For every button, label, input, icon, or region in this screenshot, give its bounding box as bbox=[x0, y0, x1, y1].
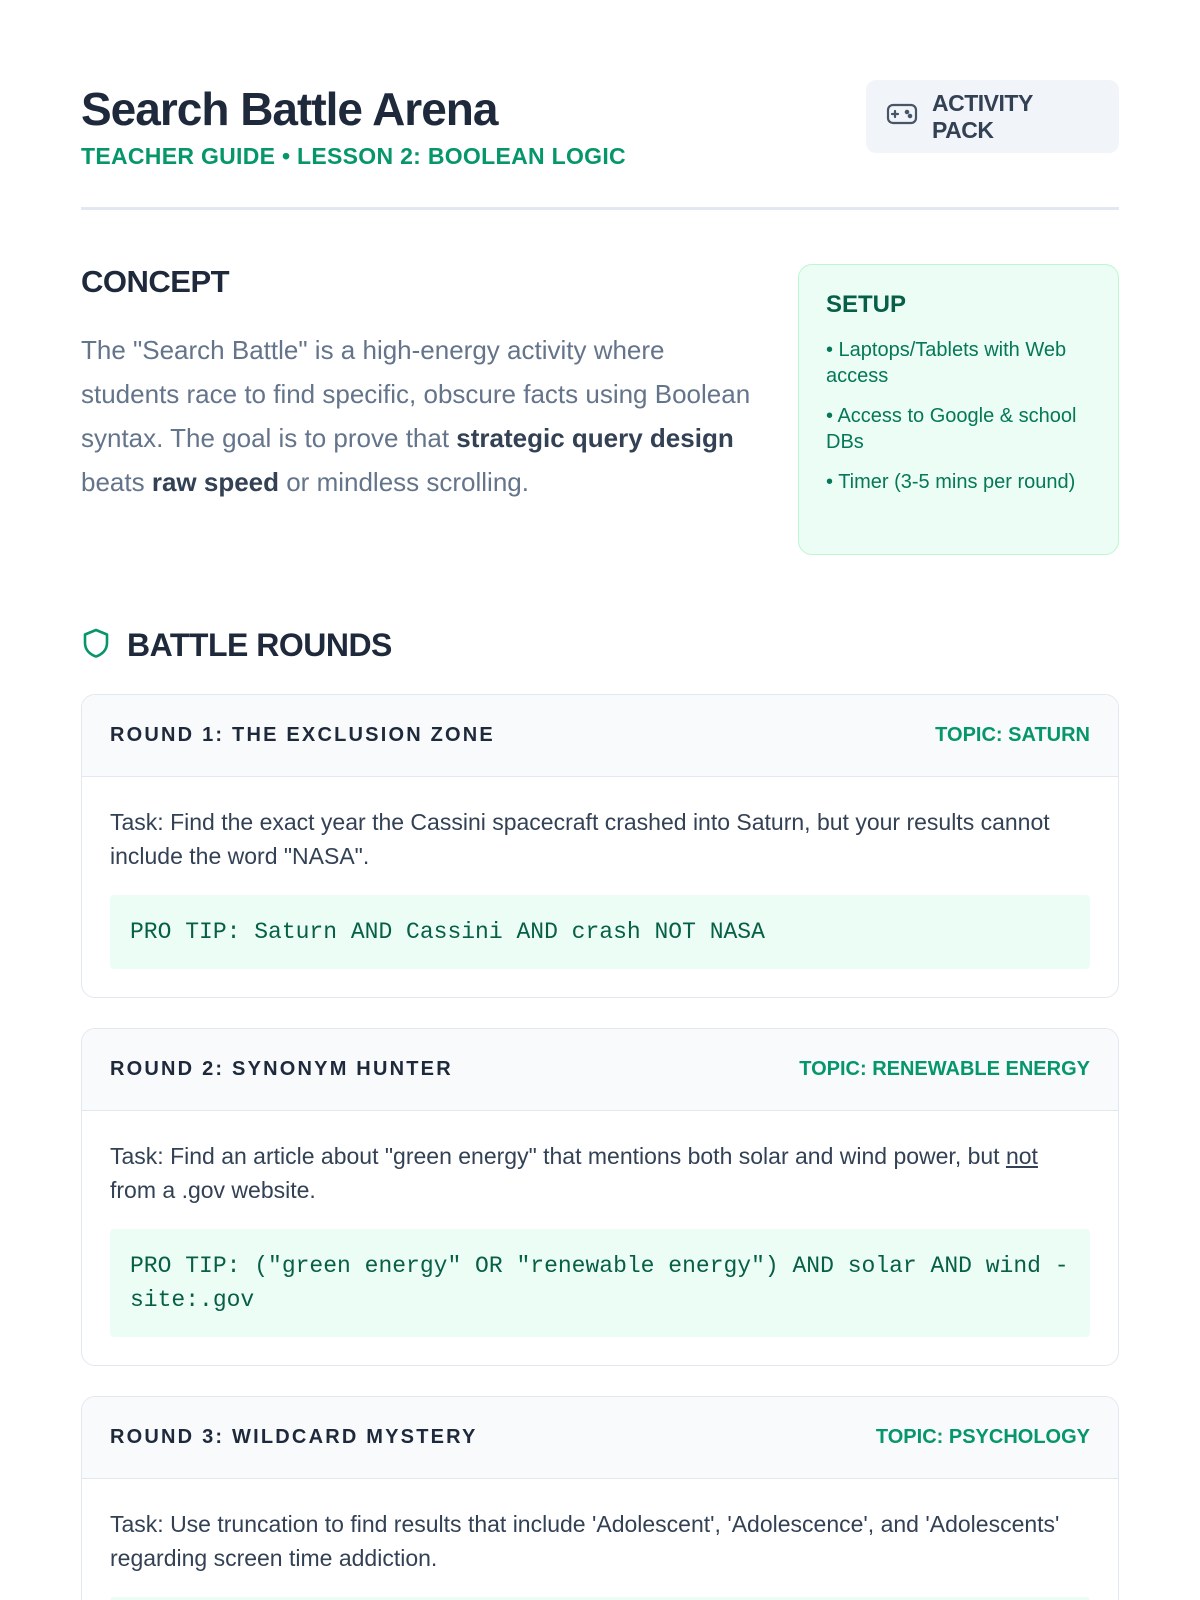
battle-rounds-header bbox=[81, 627, 1119, 664]
round-body bbox=[82, 777, 1118, 997]
setup-list bbox=[826, 337, 1091, 495]
round-title: ROUND 1: THE EXCLUSION ZONE bbox=[110, 724, 495, 746]
concept-heading: CONCEPT bbox=[81, 264, 230, 299]
round-topic: TOPIC: PSYCHOLOGY bbox=[875, 1426, 1090, 1448]
round-card bbox=[81, 694, 1119, 998]
gamepad-icon bbox=[886, 101, 918, 132]
shield-icon bbox=[81, 627, 111, 664]
round-body bbox=[82, 1111, 1118, 1365]
header bbox=[81, 80, 1119, 210]
round-card bbox=[81, 1396, 1119, 1600]
round-header bbox=[82, 1397, 1118, 1479]
concept-text-part: or mindless scrolling. bbox=[279, 467, 529, 497]
header-titles bbox=[81, 80, 626, 170]
setup-heading: SETUP bbox=[826, 291, 907, 318]
activity-pack-label: ACTIVITY PACK bbox=[932, 89, 1033, 143]
pro-tip: PRO TIP: Saturn AND Cassini AND crash NOT NASA bbox=[110, 895, 1090, 969]
round-task bbox=[110, 1139, 1090, 1207]
setup-item: • Laptops/Tablets with Web access bbox=[826, 339, 1067, 387]
round-topic: TOPIC: SATURN bbox=[935, 724, 1090, 746]
setup-item: • Timer (3-5 mins per round) bbox=[826, 471, 1076, 493]
concept-bold: strategic query design bbox=[456, 423, 734, 453]
round-task: Task: Use truncation to find results that include 'Adolescent', 'Adolescence', and 'Adolescents' regarding screen time addiction. bbox=[110, 1511, 1060, 1571]
concept-text-part: beats bbox=[81, 467, 152, 497]
page-title: Search Battle Arena bbox=[81, 83, 498, 135]
activity-pack-badge[interactable] bbox=[866, 80, 1119, 153]
round-task-underlined: not bbox=[1005, 1143, 1038, 1169]
concept-text-part: The "Search Battle" is a high-energy activity where students race to find specific, obscure facts using Boolean syntax. The goal is to prove that bbox=[81, 335, 751, 453]
setup-box bbox=[798, 264, 1119, 555]
setup-item: • Access to Google & school DBs bbox=[826, 405, 1077, 453]
pro-tip: PRO TIP: ("green energy" OR "renewable energy") AND solar AND wind -site:.gov bbox=[110, 1229, 1090, 1337]
concept-row bbox=[81, 264, 1119, 555]
concept-bold: raw speed bbox=[151, 467, 279, 497]
round-task-part: from a .gov website. bbox=[110, 1177, 316, 1203]
round-header bbox=[82, 695, 1118, 777]
round-topic: TOPIC: RENEWABLE ENERGY bbox=[799, 1058, 1090, 1080]
concept-text bbox=[81, 328, 761, 504]
round-header bbox=[82, 1029, 1118, 1111]
round-card bbox=[81, 1028, 1119, 1366]
round-task-part: Task: Find an article about "green energy" that mentions both solar and wind power, but bbox=[110, 1143, 1006, 1169]
round-title: ROUND 3: WILDCARD MYSTERY bbox=[110, 1426, 478, 1448]
round-task: Task: Find the exact year the Cassini spacecraft crashed into Saturn, but your results cannot include the word "NASA". bbox=[110, 809, 1050, 869]
round-title: ROUND 2: SYNONYM HUNTER bbox=[110, 1058, 453, 1080]
battle-rounds-heading: BATTLE ROUNDS bbox=[127, 627, 392, 663]
concept-section bbox=[81, 264, 761, 555]
round-body bbox=[82, 1479, 1118, 1600]
page-subtitle: TEACHER GUIDE • LESSON 2: BOOLEAN LOGIC bbox=[81, 142, 626, 169]
